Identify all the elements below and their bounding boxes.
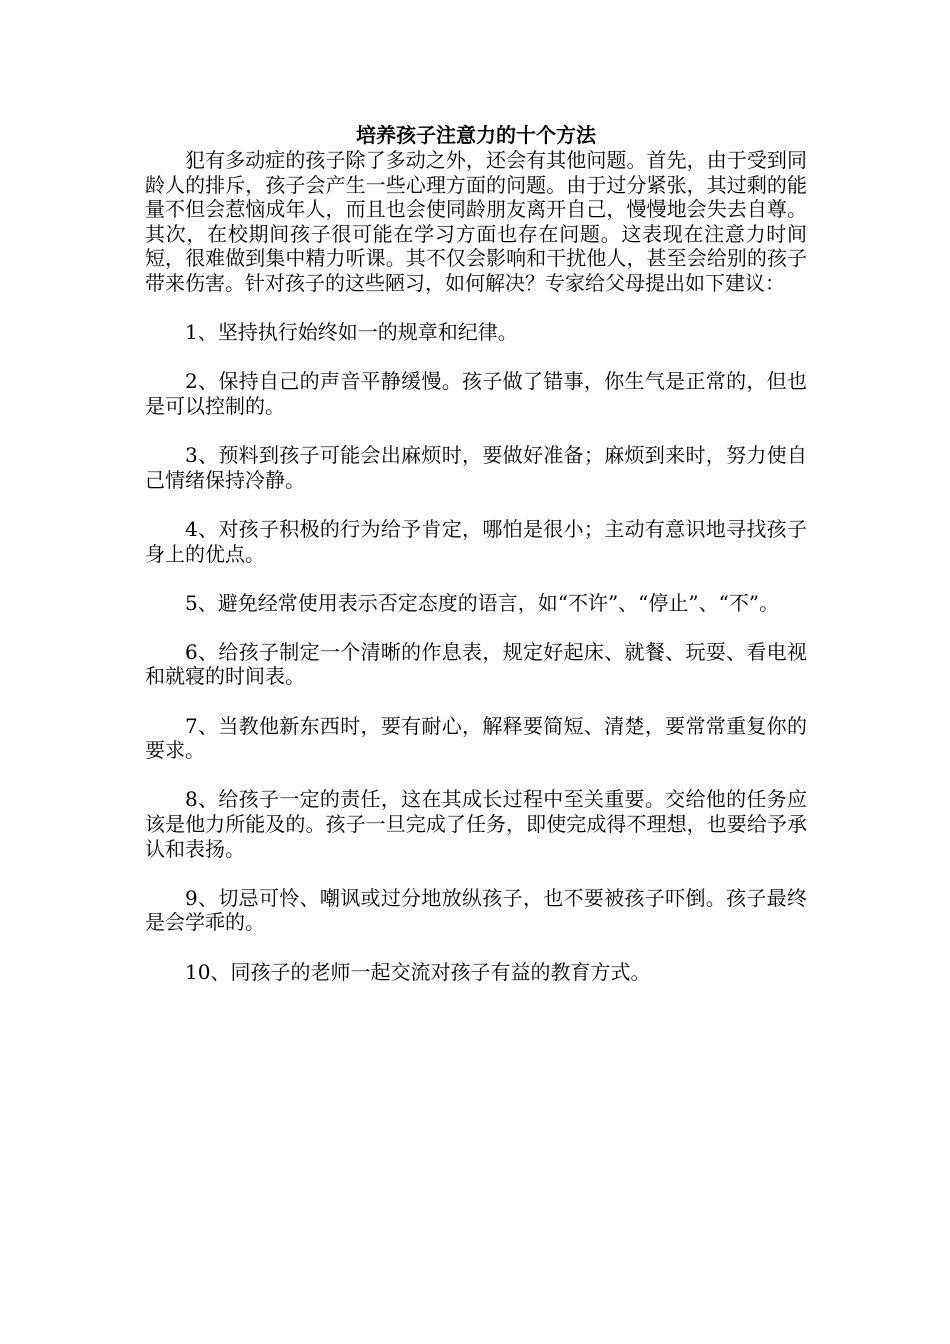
- advice-item-9: 9、切忌可怜、嘲讽或过分地放纵孩子，也不要被孩子吓倒。孩子最终是会学乖的。: [145, 885, 807, 935]
- advice-item-6: 6、给孩子制定一个清晰的作息表，规定好起床、就餐、玩耍、看电视和就寝的时间表。: [145, 639, 807, 689]
- intro-paragraph: 犯有多动症的孩子除了多动之外，还会有其他问题。首先，由于受到同龄人的排斥，孩子会产生一些心理方面的问题。由于过分紧张，其过剩的能量不但会惹恼成年人，而且也会使同龄朋友离开自己，慢慢地会失去自尊。其次，在校期间孩子很可能在学习方面也存在问题。这表现在注意力时间短，很难做到集中精力听课。其不仅会影响和干扰他人，甚至会给别的孩子带来伤害。针对孩子的这些陋习，如何解决？专家给父母提出如下建议：: [145, 148, 807, 295]
- advice-item-8: 8、给孩子一定的责任，这在其成长过程中至关重要。交给他的任务应该是他力所能及的。孩子一旦完成了任务，即使完成得不理想，也要给予承认和表扬。: [145, 787, 807, 861]
- advice-item-3: 3、预料到孩子可能会出麻烦时，要做好准备；麻烦到来时，努力使自己情绪保持冷静。: [145, 443, 807, 492]
- advice-item-10: 10、同孩子的老师一起交流对孩子有益的教育方式。: [185, 959, 651, 984]
- document-page: [145, 122, 807, 984]
- advice-item-7: 7、当教他新东西时，要有耐心，解释要简短、清楚，要常常重复你的要求。: [145, 713, 807, 763]
- advice-item-1: 1、坚持执行始终如一的规章和纪律。: [185, 320, 518, 345]
- advice-item-2: 2、保持自己的声音平静缓慢。孩子做了错事，你生气是正常的，但也是可以控制的。: [145, 369, 807, 418]
- advice-item-5: 5、避免经常使用表示否定态度的语言，如“不许”、“停止”、“不”。: [185, 590, 780, 615]
- document-title: 培养孩子注意力的十个方法: [356, 123, 596, 147]
- advice-item-4: 4、对孩子积极的行为给予肯定，哪怕是很小；主动有意识地寻找孩子身上的优点。: [145, 516, 807, 566]
